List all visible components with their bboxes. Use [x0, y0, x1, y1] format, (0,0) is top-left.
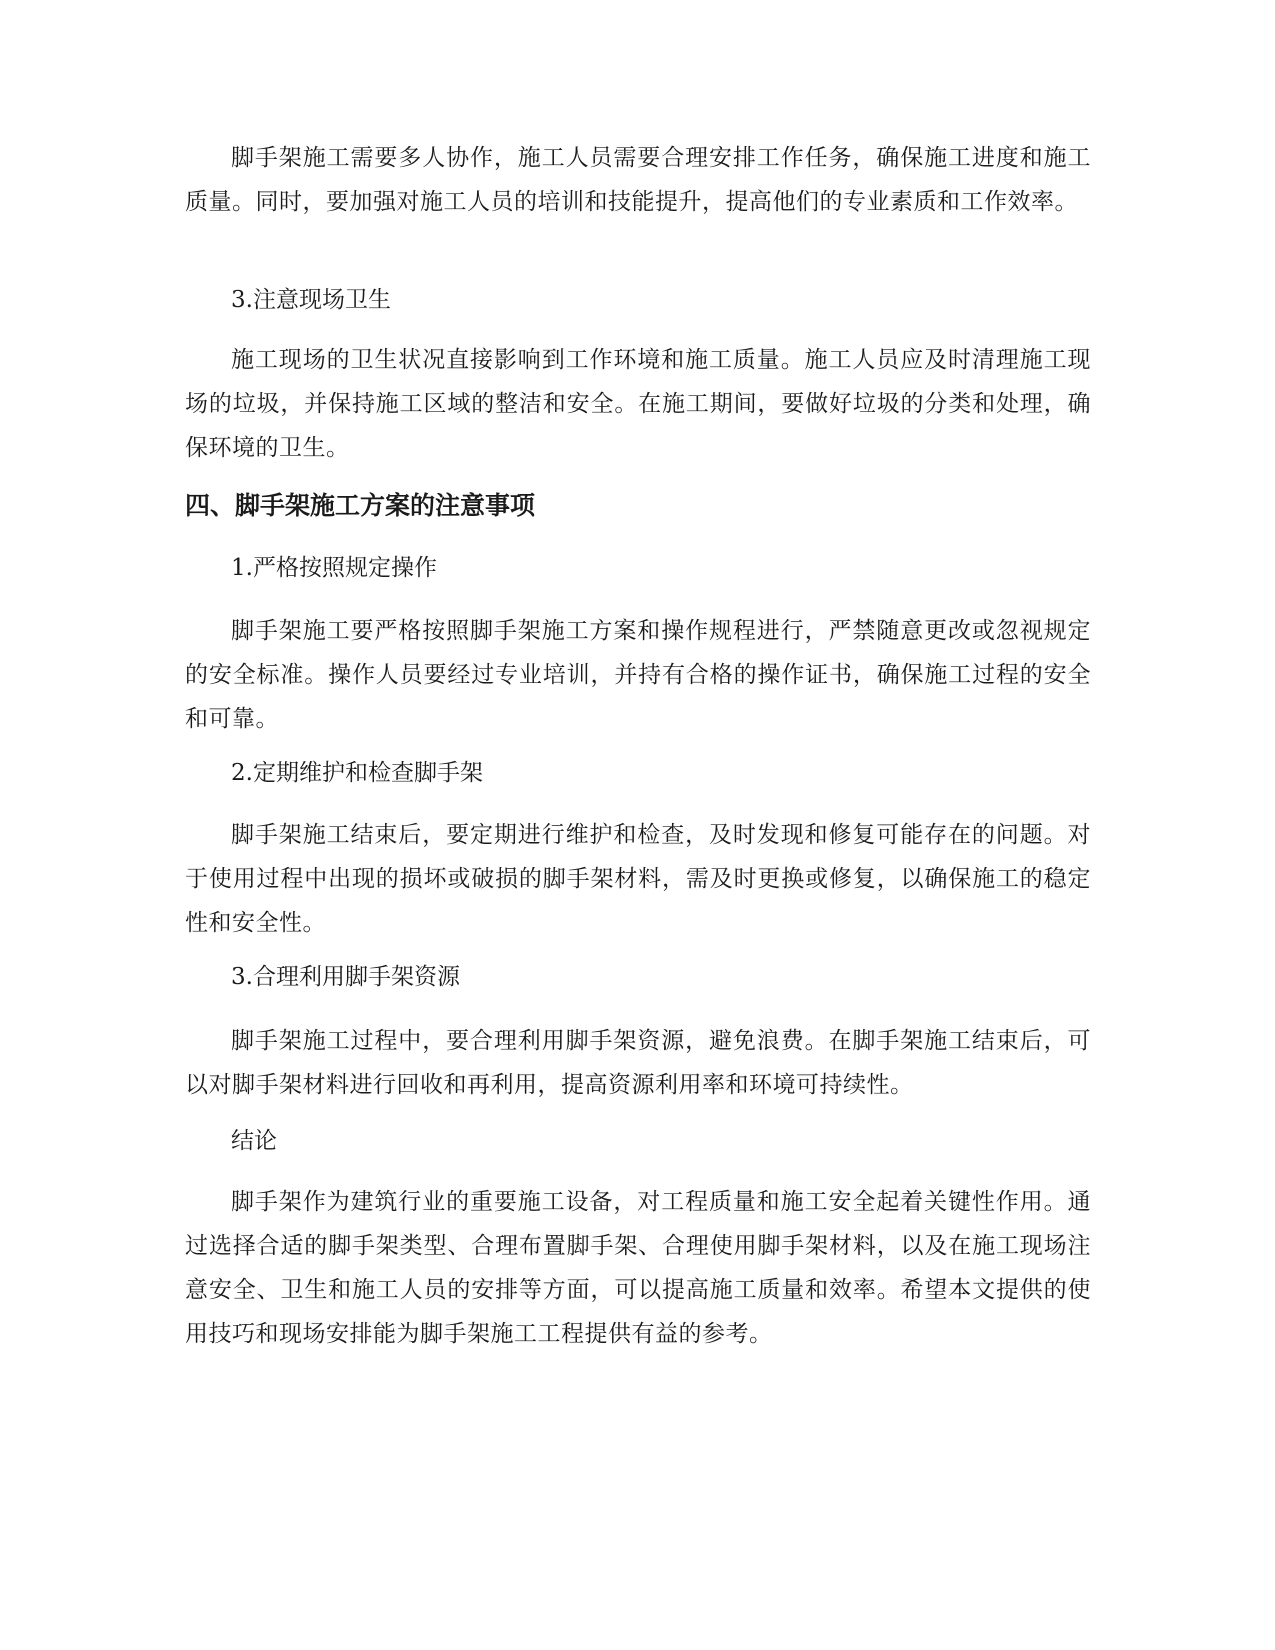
subheading-site-hygiene: 3.注意现场卫生	[231, 287, 391, 313]
section-heading-precautions: 四、脚手架施工方案的注意事项	[185, 491, 536, 520]
paragraph-maintenance: 脚手架施工结束后，要定期进行维护和检查，及时发现和修复可能存在的问题。对于使用过程中出现的损坏或破损的脚手架材料，需及时更换或修复，以确保施工的稳定性和安全性。	[185, 822, 1091, 936]
subheading-follow-rules: 1.严格按照规定操作	[231, 555, 437, 581]
subheading-conclusion: 结论	[231, 1128, 277, 1154]
paragraph-resource-use: 脚手架施工过程中，要合理利用脚手架资源，避免浪费。在脚手架施工结束后，可以对脚手架材料进行回收和再利用，提高资源利用率和环境可持续性。	[185, 1028, 1091, 1098]
subheading-maintenance: 2.定期维护和检查脚手架	[231, 760, 483, 786]
subheading-resource-use: 3.合理利用脚手架资源	[231, 964, 460, 990]
paragraph-site-hygiene: 施工现场的卫生状况直接影响到工作环境和施工质量。施工人员应及时清理施工现场的垃圾，并保持施工区域的整洁和安全。在施工期间，要做好垃圾的分类和处理，确保环境的卫生。	[185, 347, 1091, 461]
paragraph-teamwork: 脚手架施工需要多人协作，施工人员需要合理安排工作任务，确保施工进度和施工质量。同时，要加强对施工人员的培训和技能提升，提高他们的专业素质和工作效率。	[185, 145, 1091, 215]
paragraph-conclusion: 脚手架作为建筑行业的重要施工设备，对工程质量和施工安全起着关键性作用。通过选择合适的脚手架类型、合理布置脚手架、合理使用脚手架材料，以及在施工现场注意安全、卫生和施工人员的安排等方面，可以提高施工质量和效率。希望本文提供的使用技巧和现场安排能为脚手架施工工程提供有益的参考。	[185, 1189, 1091, 1347]
paragraph-follow-rules: 脚手架施工要严格按照脚手架施工方案和操作规程进行，严禁随意更改或忽视规定的安全标准。操作人员要经过专业培训，并持有合格的操作证书，确保施工过程的安全和可靠。	[185, 618, 1091, 732]
